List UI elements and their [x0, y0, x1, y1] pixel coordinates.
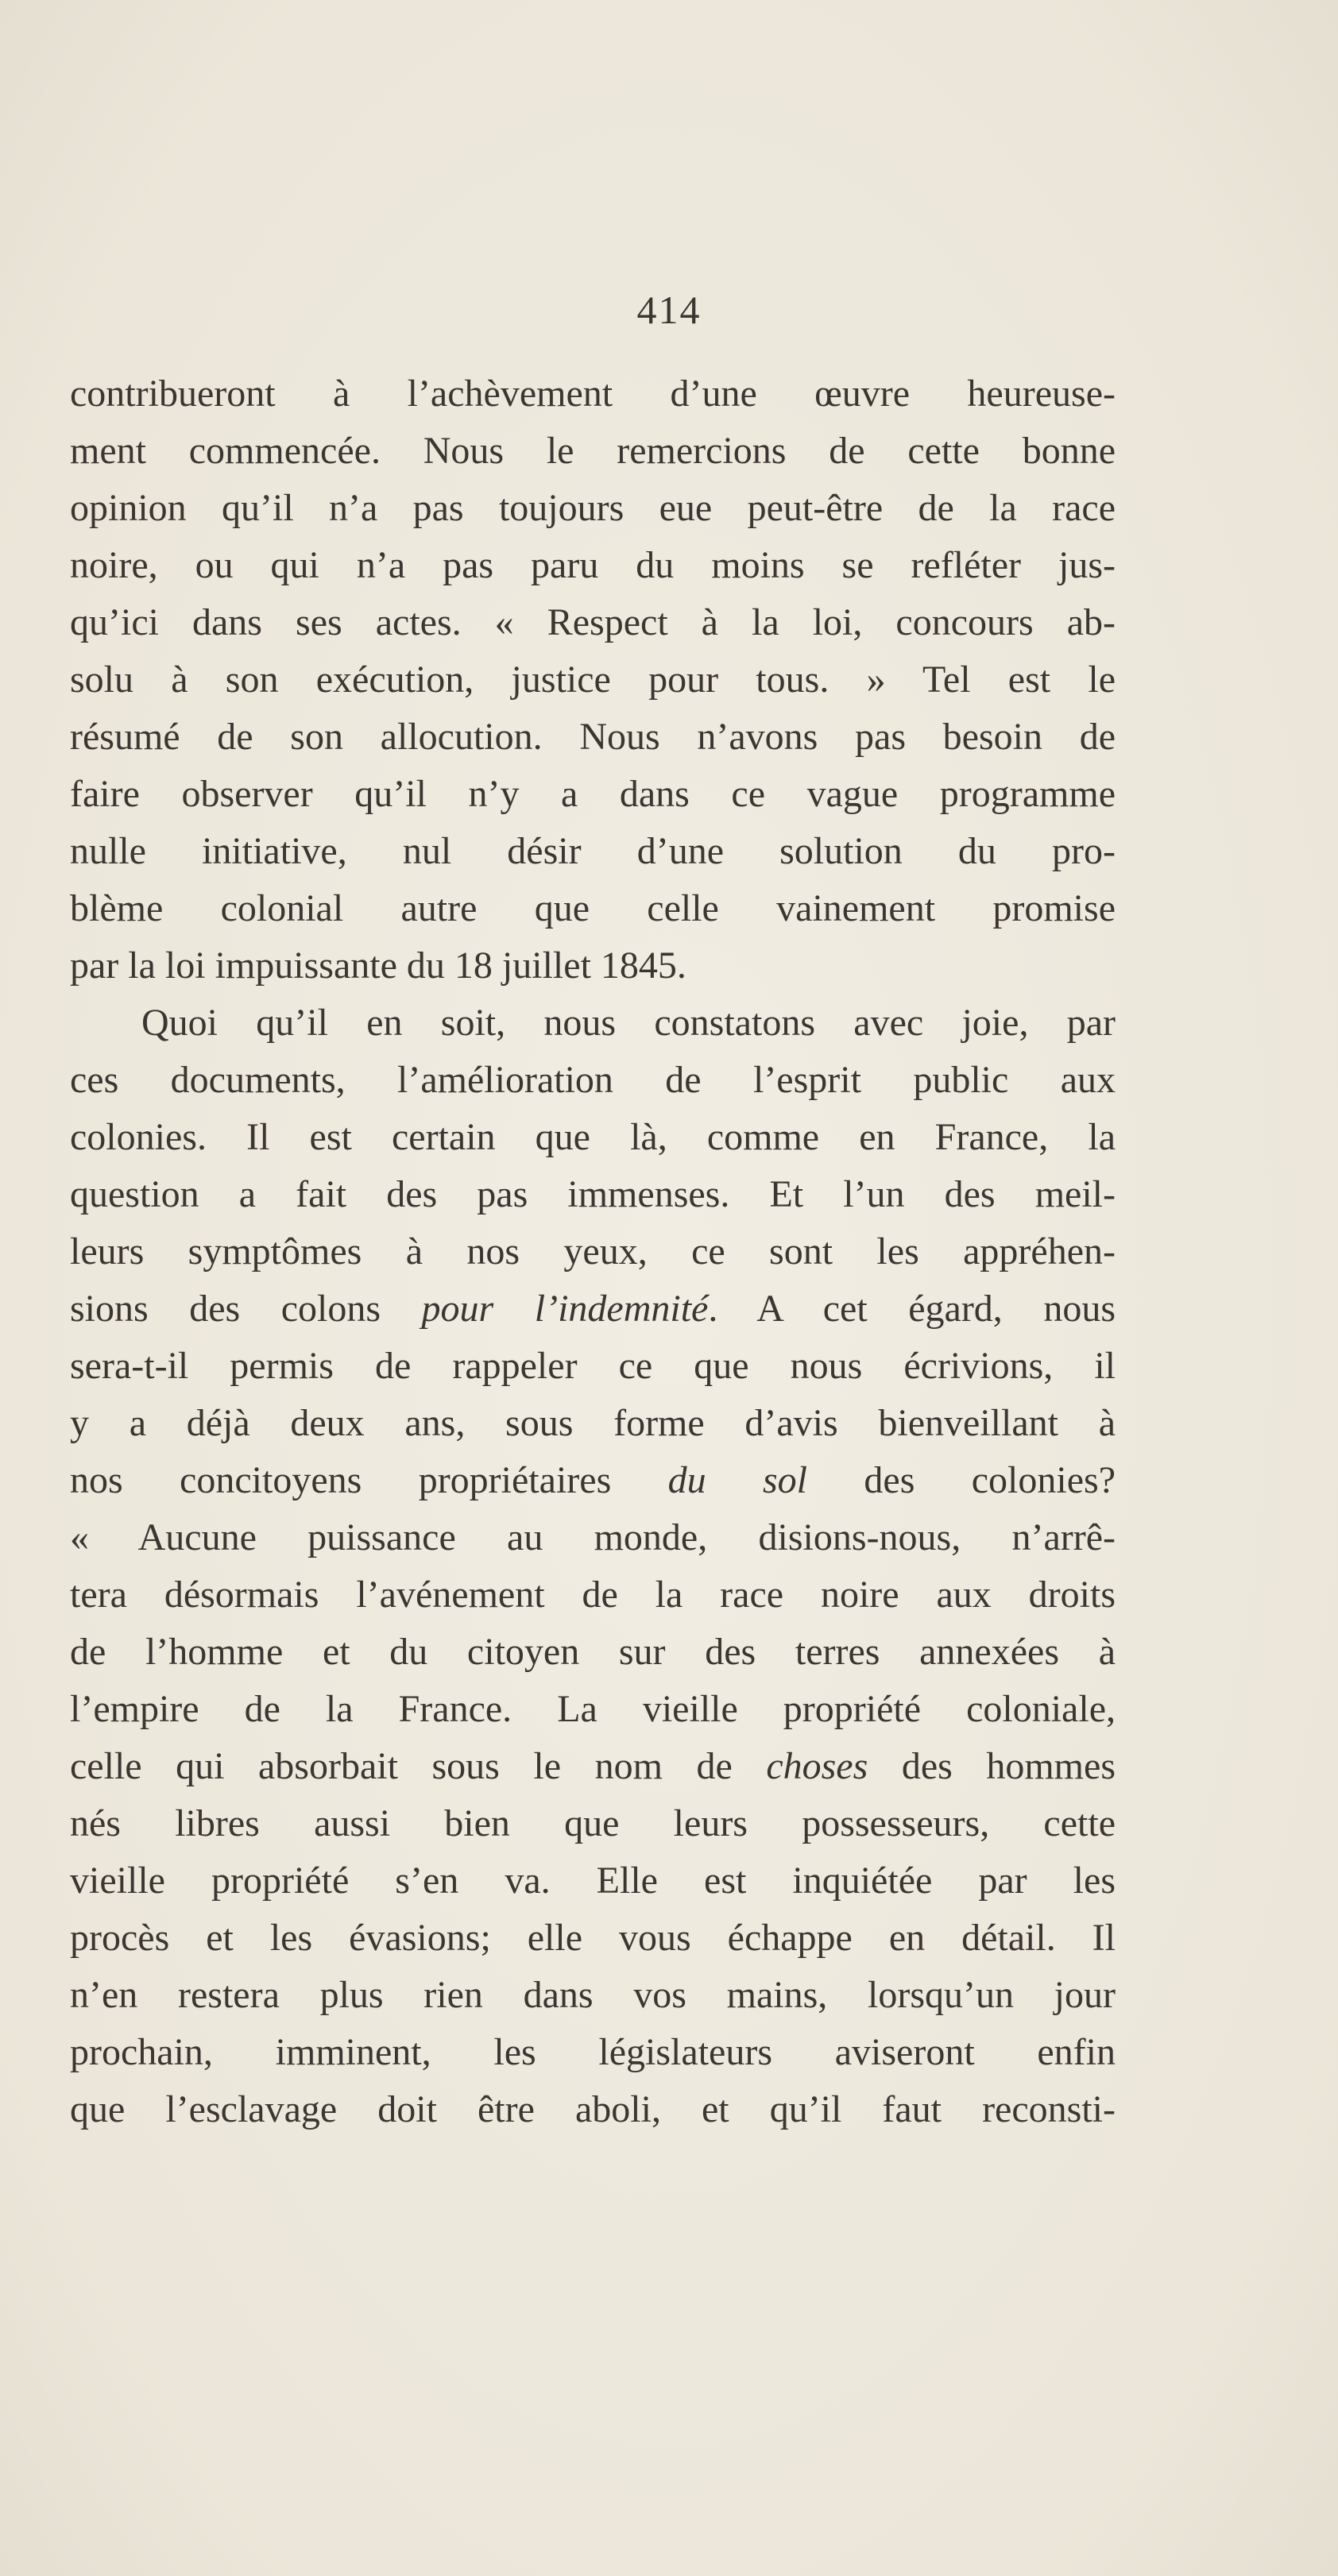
text-line	[70, 766, 1116, 823]
text-segment: noire, ou qui n’a pas paru du moins se refléter jus-	[70, 544, 1116, 586]
text-line	[70, 1280, 1116, 1338]
text-line	[70, 880, 1116, 937]
text-line	[70, 537, 1116, 594]
text-segment: colonies. Il est certain que là, comme en France, la	[70, 1116, 1116, 1158]
text-segment: faire observer qu’il n’y a dans ce vague programme	[70, 773, 1116, 815]
text-segment: procès et les évasions; elle vous échappe en détail. Il	[70, 1917, 1116, 1959]
text-segment: nos concitoyens propriétaires	[70, 1459, 668, 1501]
text-segment: solu à son exécution, justice pour tous. » Tel est le	[70, 658, 1116, 701]
text-line	[70, 709, 1116, 766]
text-line	[70, 2081, 1116, 2138]
text-line	[70, 823, 1116, 880]
text-line	[70, 1967, 1116, 2024]
italic-text: pour l’indemnité	[421, 1288, 709, 1330]
text-segment: ces documents, l’amélioration de l’esprit public aux	[70, 1059, 1116, 1101]
text-line	[70, 1452, 1116, 1509]
text-line	[70, 937, 1116, 994]
text-segment: celle qui absorbait sous le nom de	[70, 1745, 767, 1787]
text-segment: que l’esclavage doit être aboli, et qu’il faut reconsti-	[70, 2088, 1116, 2130]
text-segment: sera-t-il permis de rappeler ce que nous écrivions, il	[70, 1345, 1116, 1387]
text-line	[70, 1338, 1116, 1395]
text-segment: nulle initiative, nul désir d’une solution du pro-	[70, 830, 1116, 872]
text-line	[70, 2024, 1116, 2081]
text-segment: tera désormais l’avénement de la race noire aux droits	[70, 1574, 1116, 1616]
text-segment: prochain, imminent, les législateurs aviseront enfin	[70, 2031, 1116, 2073]
text-line	[70, 1223, 1116, 1280]
text-line	[70, 480, 1116, 537]
text-line	[70, 1566, 1116, 1624]
text-line	[70, 1910, 1116, 1967]
text-segment: de l’homme et du citoyen sur des terres annexées à	[70, 1631, 1116, 1673]
text-line	[70, 1852, 1116, 1910]
text-segment: par la loi impuissante du 18 juillet 1845.	[70, 944, 686, 987]
text-line	[70, 1509, 1116, 1566]
text-line	[70, 1681, 1116, 1738]
text-line	[70, 1166, 1116, 1223]
text-segment: blème colonial autre que celle vainement promise	[70, 887, 1116, 929]
italic-text: du sol	[667, 1459, 808, 1501]
text-segment: opinion qu’il n’a pas toujours eue peut-être de la race	[70, 487, 1116, 529]
text-segment: des hommes	[868, 1745, 1116, 1787]
text-line	[70, 651, 1116, 709]
text-segment: leurs symptômes à nos yeux, ce sont les appréhen-	[70, 1230, 1116, 1273]
text-line	[70, 1395, 1116, 1452]
text-line	[70, 1624, 1116, 1681]
text-segment: « Aucune puissance au monde, disions-nous, n’arrê-	[70, 1516, 1116, 1558]
text-line	[70, 1795, 1116, 1852]
text-segment: nés libres aussi bien que leurs possesseurs, cette	[70, 1802, 1116, 1844]
text-line	[70, 1052, 1116, 1109]
text-segment: y a déjà deux ans, sous forme d’avis bienveillant à	[70, 1402, 1116, 1444]
text-line	[70, 365, 1116, 423]
text-segment: n’en restera plus rien dans vos mains, lorsqu’un jour	[70, 1974, 1116, 2016]
text-segment: résumé de son allocution. Nous n’avons pas besoin de	[70, 716, 1116, 758]
text-line	[70, 423, 1116, 480]
text-segment: ment commencée. Nous le remercions de cette bonne	[70, 430, 1116, 472]
text-segment: . A cet égard, nous	[708, 1288, 1116, 1330]
text-line	[70, 594, 1116, 651]
text-line	[70, 994, 1116, 1052]
body-text	[70, 365, 1116, 2138]
text-segment: Quoi qu’il en soit, nous constatons avec joie, par	[141, 1002, 1116, 1044]
text-segment: vieille propriété s’en va. Elle est inquiétée par les	[70, 1860, 1116, 1902]
text-segment: contribueront à l’achèvement d’une œuvre heureuse-	[70, 373, 1116, 415]
text-line	[70, 1109, 1116, 1166]
text-segment: des colonies?	[807, 1459, 1116, 1501]
text-segment: l’empire de la France. La vieille propriété coloniale,	[70, 1688, 1116, 1730]
text-line	[70, 1738, 1116, 1795]
page-number: 414	[636, 288, 702, 332]
italic-text: choses	[766, 1745, 868, 1787]
text-segment: question a fait des pas immenses. Et l’un des meil-	[70, 1173, 1116, 1215]
text-segment: sions des colons	[70, 1288, 422, 1330]
text-segment: qu’ici dans ses actes. « Respect à la loi, concours ab-	[70, 601, 1116, 643]
